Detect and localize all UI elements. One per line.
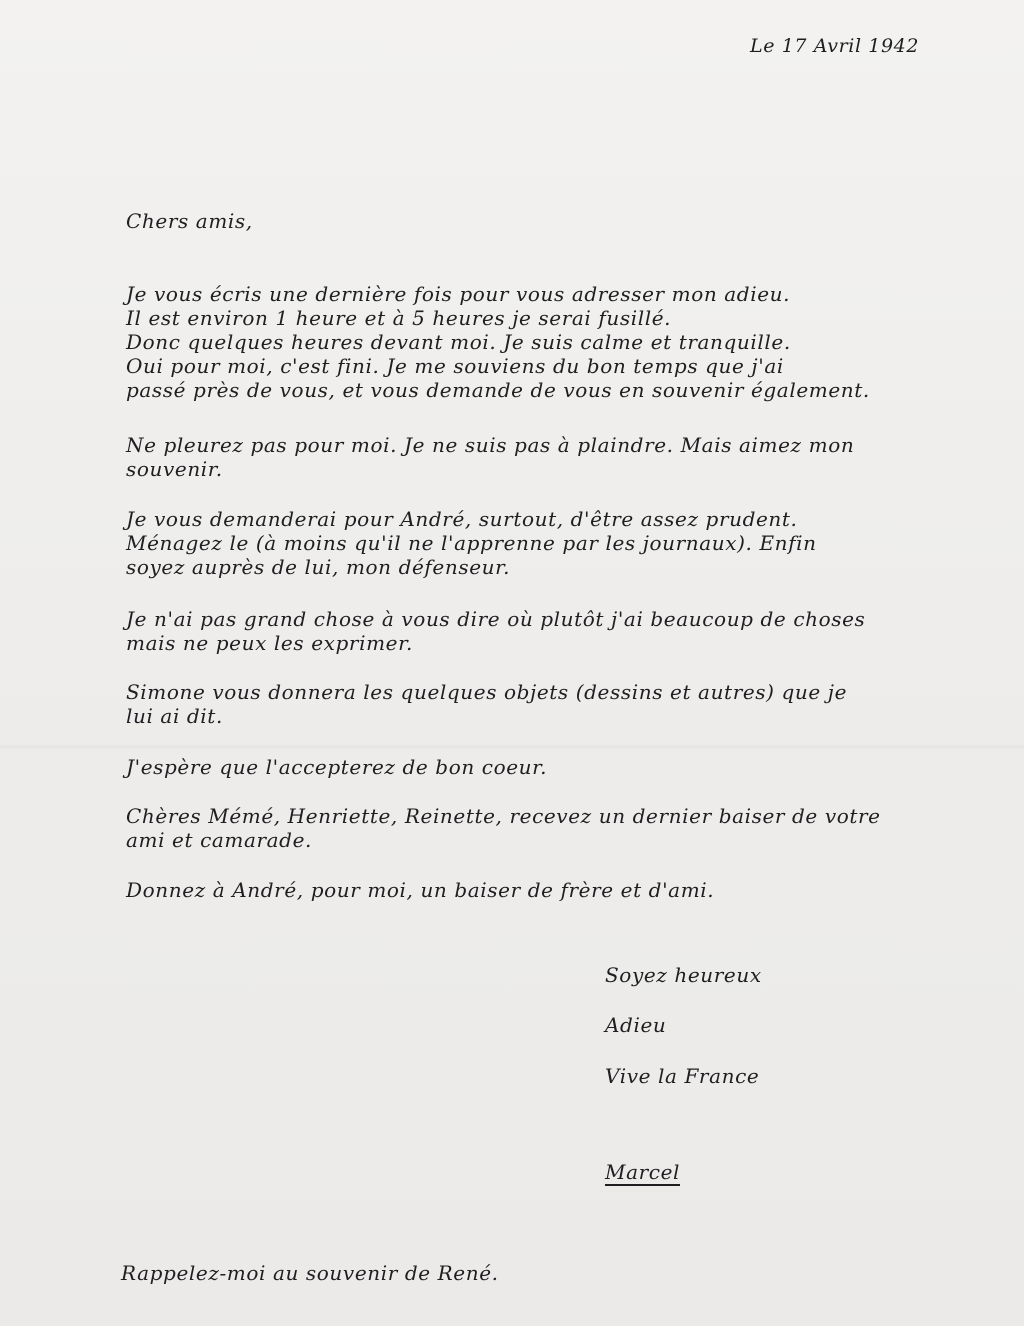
letter-paragraph-5: Simone vous donnera les quelques objets (dessins et autres) que je lui ai dit.: [126, 680, 848, 728]
letter-paragraph-4: Je n'ai pas grand chose à vous dire où plutôt j'ai beaucoup de choses mais ne peux les exprimer.: [126, 607, 866, 655]
letter-paragraph-3: Je vous demanderai pour André, surtout, d'être assez prudent. Ménagez le (à moins qu'il ne l'apprenne par les journaux). Enfin soyez auprès de lui, mon défenseur.: [126, 507, 817, 579]
closing-line-3: Vive la France: [605, 1064, 760, 1088]
paper-fold-crease: [0, 744, 1024, 750]
closing-line-2: Adieu: [605, 1013, 667, 1037]
letter-paragraph-8: Donnez à André, pour moi, un baiser de frère et d'ami.: [126, 878, 715, 902]
letter-salutation: Chers amis,: [126, 209, 253, 233]
letter-paragraph-2: Ne pleurez pas pour moi. Je ne suis pas à plaindre. Mais aimez mon souvenir.: [126, 433, 855, 481]
letter-signature: Marcel: [605, 1160, 680, 1184]
letter-postscript: Rappelez-moi au souvenir de René.: [121, 1261, 499, 1285]
letter-date: Le 17 Avril 1942: [750, 35, 920, 57]
letter-paragraph-1: Je vous écris une dernière fois pour vous adresser mon adieu. Il est environ 1 heure et à 5 heures je serai fusillé. Donc quelques heures devant moi. Je suis calme et tranquille. Oui pour moi, c'est fini. Je me souviens du bon temps que j'ai passé près de vous, et vous demande de vous en souvenir également.: [126, 282, 870, 402]
letter-paragraph-7: Chères Mémé, Henriette, Reinette, recevez un dernier baiser de votre ami et camarade.: [126, 804, 881, 852]
letter-paragraph-6: J'espère que l'accepterez de bon coeur.: [126, 755, 548, 779]
closing-line-1: Soyez heureux: [605, 963, 762, 987]
